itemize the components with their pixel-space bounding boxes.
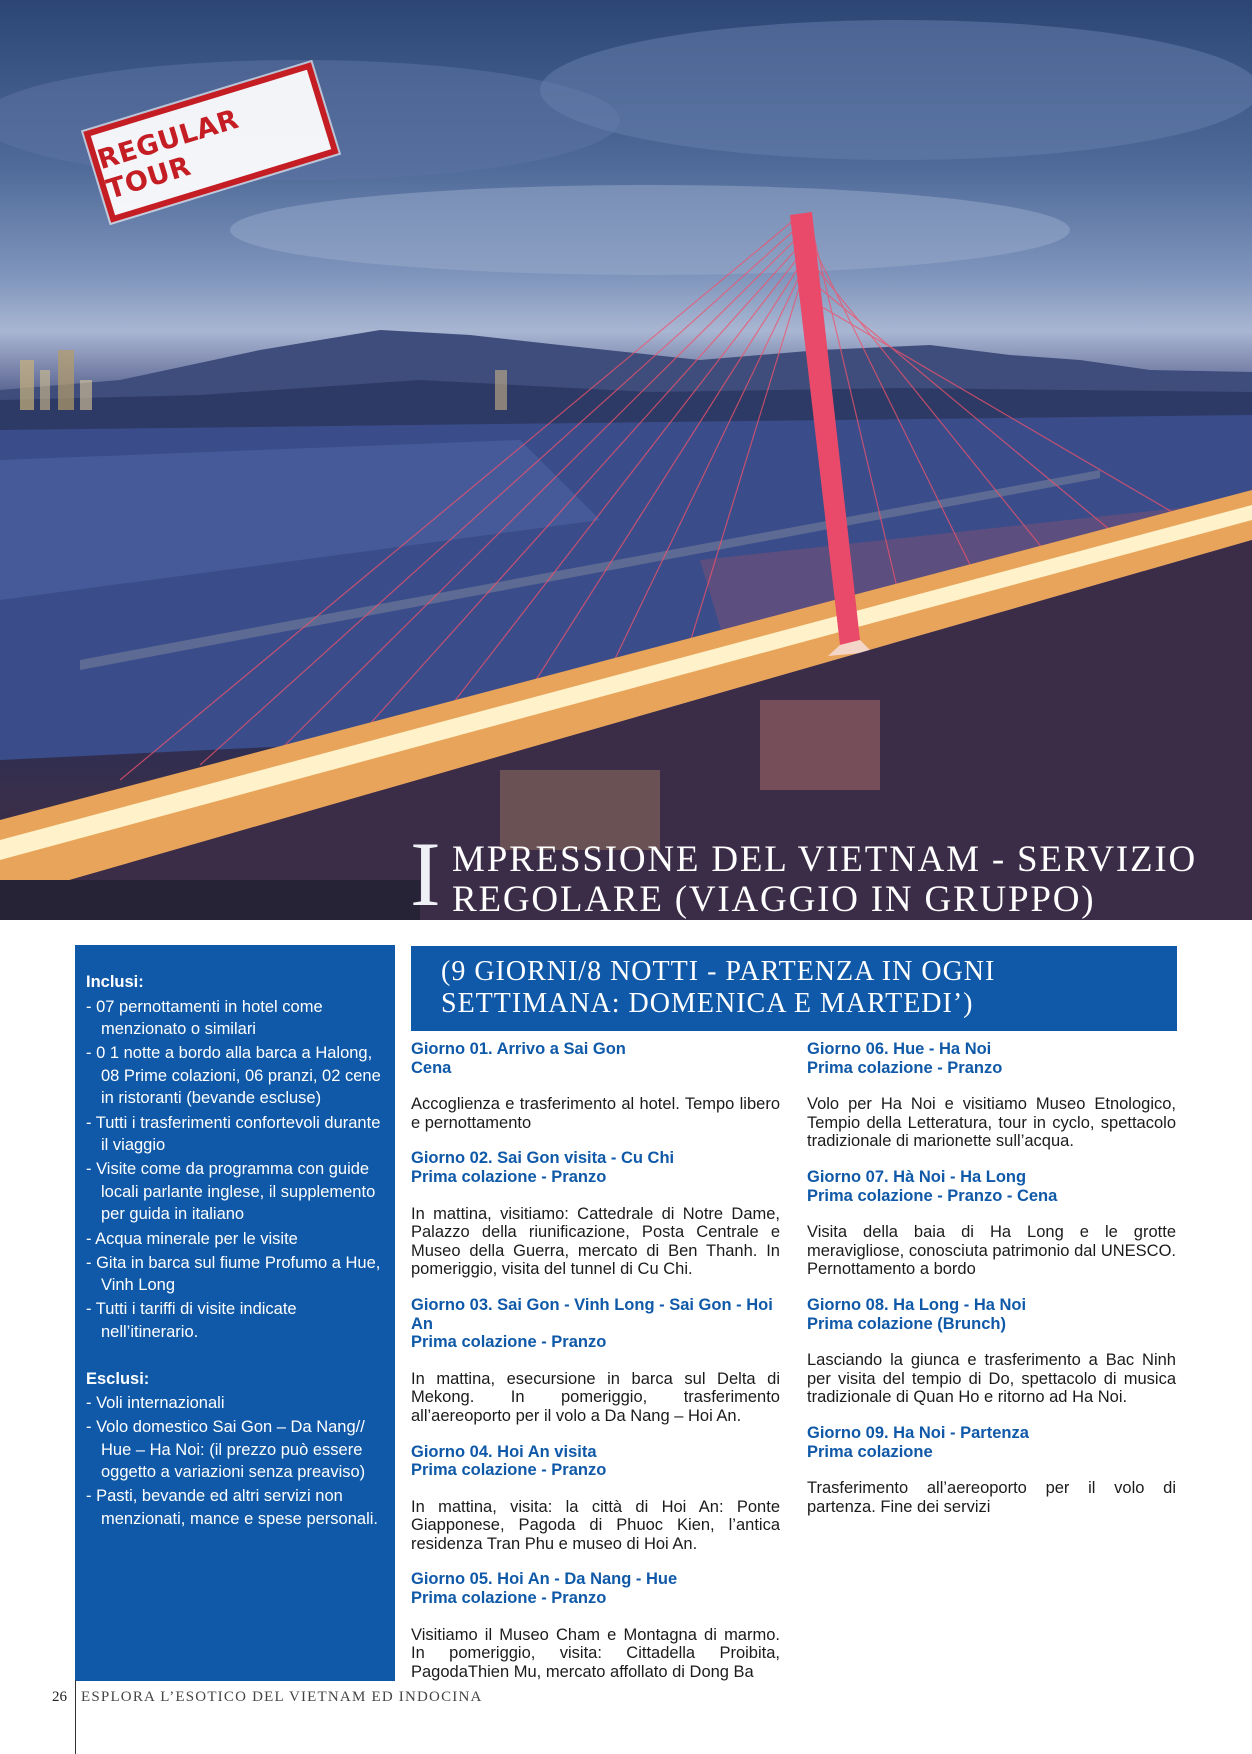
day-meals: Prima colazione - Pranzo <box>411 1461 607 1480</box>
day-meals: Prima colazione <box>807 1442 933 1461</box>
subtitle-line-2: SETTIMANA: DOMENICA E MARTEDI’) <box>441 988 974 1019</box>
excluded-heading: Esclusi: <box>86 1369 150 1388</box>
tour-duration-banner <box>411 946 1177 1031</box>
day-description: In mattina, esecursione in barca sul Delta di Mekong. In pomeriggio, trasferimento all’aereoporto per il volo a Da Nang – Hoi An. <box>411 1369 780 1425</box>
itinerary-day-6 <box>807 1040 1176 1151</box>
day-meals: Prima colazione - Pranzo <box>411 1589 607 1608</box>
list-item: - Gita in barca sul fiume Profumo a Hue, Vinh Long <box>86 1253 381 1295</box>
list-item: - Volo domestico Sai Gon – Da Nang// Hue – Ha Noi: (il prezzo può essere oggetto a variazioni senza preaviso) <box>86 1418 366 1482</box>
included-heading: Inclusi: <box>86 973 144 991</box>
footer-running-title: ESPLORA L’ESOTICO DEL VIETNAM ED INDOCINA <box>81 1689 483 1705</box>
itinerary-column-right <box>807 1040 1176 1533</box>
day-title: Giorno 07. Hà Noi - Ha Long <box>807 1167 1027 1186</box>
list-item: - Acqua minerale per le visite <box>86 1229 298 1248</box>
list-item: - 07 pernottamenti in hotel come menzionato o similari <box>86 997 323 1039</box>
day-meals: Prima colazione - Pranzo <box>411 1167 607 1186</box>
day-title: Giorno 09. Ha Noi - Partenza <box>807 1423 1029 1442</box>
day-description: Lasciando la giunca e trasferimento a Bac Ninh per visita del tempio di Do, spettacolo di musica tradizionale di Quan Ho e ritorno ad Ha Noi. <box>807 1351 1176 1407</box>
title-line-2: REGOLARE (VIAGGIO IN GRUPPO) <box>452 879 1096 920</box>
day-title: Giorno 01. Arrivo a Sai Gon <box>411 1040 626 1058</box>
itinerary-day-2 <box>411 1149 780 1279</box>
stamp-label: REGULAR TOUR <box>93 103 243 206</box>
included-list <box>86 996 387 1344</box>
itinerary-day-3 <box>411 1296 780 1426</box>
excluded-list <box>86 1392 387 1531</box>
list-item: - Visite come da programma con guide locali parlante inglese, il supplemento per guida in italiano <box>86 1160 376 1224</box>
day-meals: Prima colazione - Pranzo <box>411 1333 607 1352</box>
page-number: 26 <box>52 1689 67 1705</box>
day-meals: Prima colazione - Pranzo <box>807 1058 1003 1077</box>
list-item: - Pasti, bevande ed altri servizi non menzionati, mance e spese personali. <box>86 1487 378 1529</box>
day-title: Giorno 02. Sai Gon visita - Cu Chi <box>411 1149 675 1168</box>
title-drop-cap: I <box>410 823 441 920</box>
day-meals: Prima colazione (Brunch) <box>807 1314 1006 1333</box>
day-meals: Cena <box>411 1058 452 1077</box>
day-description: Accoglienza e trasferimento al hotel. Tempo libero e pernottamento <box>411 1095 780 1132</box>
itinerary-day-5 <box>411 1570 780 1681</box>
inclusions-sidebar <box>75 945 395 1681</box>
day-description: In mattina, visitiamo: Cattedrale di Notre Dame, Palazzo della riunificazione, Posta Centrale e Museo della Guerra, mercato di Ben Thanh. In pomeriggio, visita del tunnel di Cu Chi. <box>411 1204 780 1279</box>
itinerary-column-left <box>411 1040 780 1698</box>
day-title: Giorno 05. Hoi An - Da Nang - Hue <box>411 1570 678 1589</box>
itinerary-day-9 <box>807 1424 1176 1516</box>
list-item: - Tutti i tariffi di visite indicate nell’itinerario. <box>86 1300 297 1341</box>
list-item: - Tutti i trasferimenti confortevoli durante il viaggio <box>86 1113 381 1155</box>
itinerary-day-7 <box>807 1168 1176 1279</box>
day-title: Giorno 03. Sai Gon - Vinh Long - Sai Gon - Hoi An <box>411 1295 773 1333</box>
itinerary-day-8 <box>807 1296 1176 1407</box>
itinerary-day-1 <box>411 1040 780 1132</box>
day-description: Volo per Ha Noi e visitiamo Museo Etnologico, Tempio della Letteratura, tour in cyclo, spettacolo tradizionale di marionette sull’acqua. <box>807 1095 1176 1151</box>
day-description: Visita della baia di Ha Long e le grotte meravigliose, conosciuta patrimonio dal UNESCO. Pernottamento a bordo <box>807 1223 1176 1279</box>
list-item: - 0 1 notte a bordo alla barca a Halong, 08 Prime colazioni, 06 pranzi, 02 cene in ristoranti (bevande escluse) <box>86 1044 381 1108</box>
day-description: Trasferimento all’aereoporto per il volo di partenza. Fine dei servizi <box>807 1479 1176 1516</box>
itinerary-day-4 <box>411 1443 780 1554</box>
day-title: Giorno 06. Hue - Ha Noi <box>807 1040 992 1058</box>
day-title: Giorno 04. Hoi An visita <box>411 1442 597 1461</box>
day-description: In mattina, visita: la città di Hoi An: Ponte Giapponese, Pagoda di Phuoc Kien, l’antica residenza Tran Phu e museo di Hoi An. <box>411 1497 780 1553</box>
title-line-1: MPRESSIONE DEL VIETNAM - SERVIZIO <box>452 839 1198 880</box>
day-description: Visitiamo il Museo Cham e Montagna di marmo. In pomeriggio, visita: Cittadella Proibita, PagodaThien Mu, mercato affollato di Dong Ba <box>411 1625 780 1681</box>
day-meals: Prima colazione - Pranzo - Cena <box>807 1186 1058 1205</box>
page-title <box>404 823 1252 920</box>
day-title: Giorno 08. Ha Long - Ha Noi <box>807 1295 1027 1314</box>
subtitle-line-1: (9 GIORNI/8 NOTTI - PARTENZA IN OGNI <box>441 956 996 987</box>
list-item: - Voli internazionali <box>86 1394 225 1413</box>
footer-divider <box>75 1680 76 1754</box>
